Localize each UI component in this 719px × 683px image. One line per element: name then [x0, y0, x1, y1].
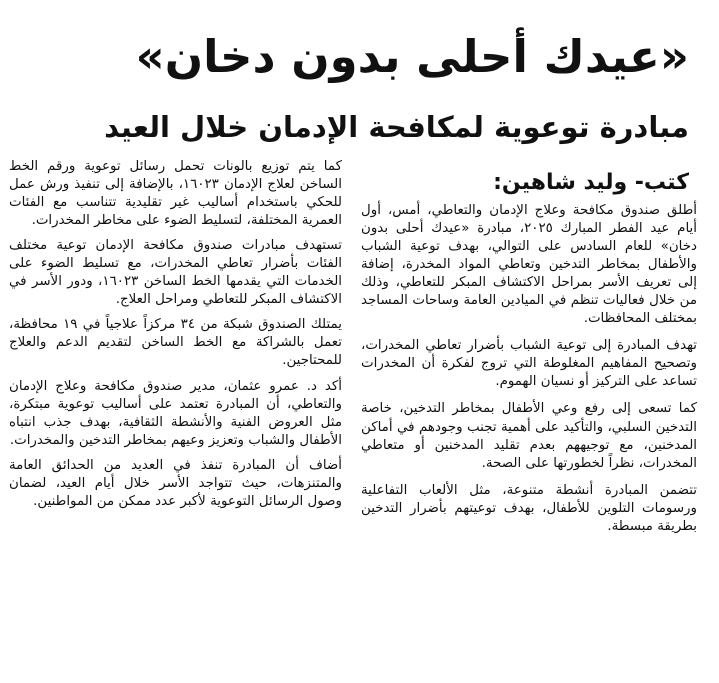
- paragraph: كما تسعى إلى رفع وعي الأطفال بمخاطر التدخين، خاصة التدخين السلبي، والتأكيد على أهمية تجنب وجودهم في أماكن المدخنين، مع توجيههم بعدم تقليد المدخنين أو متعاطي المخدرات، نظراً لخطورتها على الصحة.: [361, 401, 697, 471]
- paragraph: كما يتم توزيع بالونات تحمل رسائل توعوية ورقم الخط الساخن لعلاج الإدمان ١٦٠٢٣، بالإضافة إلى تنفيذ ورش عمل للحكي باستخدام أساليب غير تقليدية تتناسب مع الفئات العمرية المختلفة، لتسليط الضوء على مخاطر المخدرات.: [9, 159, 342, 229]
- paragraph: تهدف المبادرة إلى توعية الشباب بأضرار تعاطي المخدرات، وتصحيح المفاهيم المغلوطة التي تروج لفكرة أن المخدرات تساعد على التركيز أو نسيان الهموم.: [361, 338, 697, 390]
- article-column-right: [361, 202, 697, 536]
- paragraph: تتضمن المبادرة أنشطة متنوعة، مثل الألعاب التفاعلية ورسومات التلوين للأطفال، بهدف توعيتهم بأضرار التدخين بطريقة مبسطة.: [361, 482, 697, 534]
- subheadline: مبادرة توعوية لمكافحة الإدمان خلال العيد: [104, 110, 689, 144]
- article-column-left: [9, 158, 342, 511]
- paragraph: تستهدف مبادرات صندوق مكافحة الإدمان توعية مختلف الفئات بأضرار تعاطي المخدرات، مع تسليط الضوء على الخدمات التي يقدمها الخط الساخن ١٦٠٢٣، ودور الأسر في الاكتشاف المبكر للتعاطي ومراحل العلاج.: [9, 238, 343, 308]
- paragraph: أكد د. عمرو عثمان، مدير صندوق مكافحة وعلاج الإدمان والتعاطي، أن المبادرة تعتمد على أساليب توعوية مبتكرة، مثل العروض الفنية والأنشطة الثقافية، بهدف جذب انتباه الأطفال والشباب وتعزيز وعيهم بمخاطر التدخين والمخدرات.: [9, 378, 342, 448]
- headline: «عيدك أحلى بدون دخان»: [135, 30, 689, 83]
- paragraph: يمتلك الصندوق شبكة من ٣٤ مركزاً علاجياً في ١٩ محافظة، تعمل بالشراكة مع الخط الساخن لتقديم الدعم والعلاج للمحتاجين.: [9, 317, 342, 369]
- paragraph: أطلق صندوق مكافحة وعلاج الإدمان والتعاطي، أمس، أول أيام عيد الفطر المبارك ٢٠٢٥، مبادرة «عيدك أحلى بدون دخان» للعام السادس على التوالي، بهدف توعية الشباب والأطفال بمخاطر التدخين وتعاطي المواد المخدرة، إضافة إلى تعريف الأسر بمراحل الاكتشاف المبكر للتعاطي، وذلك من خلال فعاليات تنظم في الميادين العامة وساحات المساجد بمختلف المحافظات.: [361, 203, 697, 327]
- byline: كتب- وليد شاهين:: [493, 170, 689, 195]
- paragraph: أضاف أن المبادرة تنفذ في العديد من الحدائق العامة والمتنزهات، حيث تتواجد الأسر خلال أيام العيد، لضمان وصول الرسائل التوعوية لأكبر عدد ممكن من المواطنين.: [9, 457, 342, 509]
